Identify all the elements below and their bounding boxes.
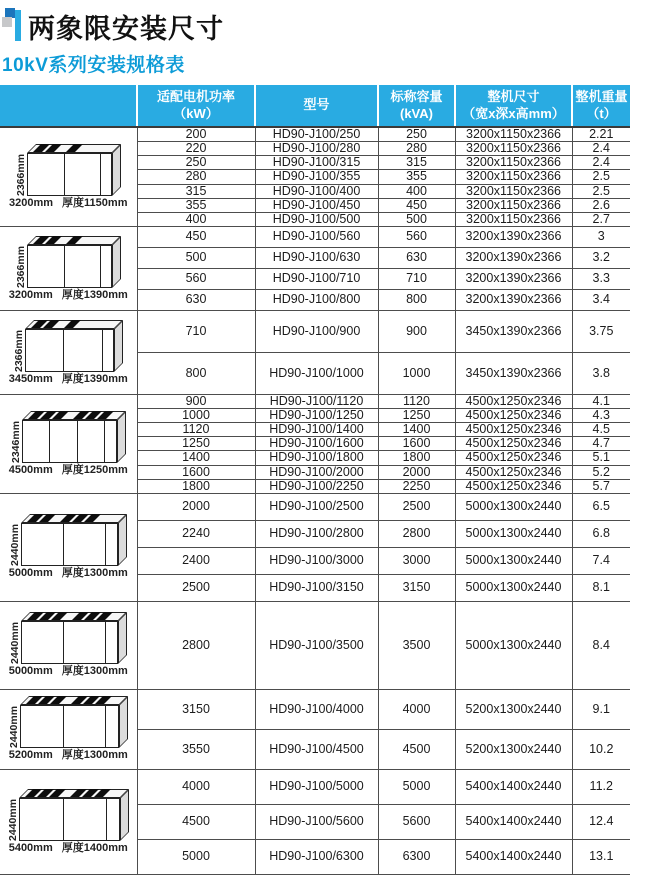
- cell-dimensions: 3200x1150x2366: [455, 212, 572, 226]
- cabinet-section: [50, 421, 77, 462]
- cabinet-side-face: [118, 514, 127, 566]
- cabinet-width-label: 3450mm: [8, 372, 53, 385]
- cell-weight: 4.7: [572, 437, 630, 451]
- cabinet-diagram: [0, 236, 137, 302]
- cell-capacity: 710: [378, 268, 455, 289]
- cell-weight: 5.1: [572, 451, 630, 465]
- cabinet-top-face: [21, 514, 127, 523]
- cell-model: HD90-J100/1000: [255, 352, 378, 394]
- cell-model: HD90-J100/500: [255, 212, 378, 226]
- cabinet-diagram-cell: [0, 769, 137, 874]
- cabinet-front-face: [20, 705, 119, 748]
- cell-model: HD90-J100/1120: [255, 394, 378, 408]
- cell-motor-power: 250: [137, 156, 255, 170]
- cabinet-diagram: [0, 789, 137, 855]
- cabinet-side-face: [112, 144, 121, 196]
- cell-dimensions: 3200x1150x2366: [455, 142, 572, 156]
- cabinet-depth-label: 厚度1300mm: [61, 567, 128, 580]
- cabinet-drawing: [27, 236, 121, 288]
- cabinet-front-face: [21, 523, 118, 566]
- cabinet-vent-block: [66, 236, 83, 244]
- cell-model: HD90-J100/2000: [255, 465, 378, 479]
- header-capacity: 标称容量 (kVA): [378, 85, 455, 127]
- cabinet-depth-label: 厚度1400mm: [61, 841, 128, 854]
- cabinet-section: [28, 246, 65, 287]
- cabinet-diagram: [0, 514, 137, 580]
- cell-motor-power: 4500: [137, 804, 255, 839]
- cell-motor-power: 2240: [137, 520, 255, 547]
- cabinet-top-face: [20, 696, 128, 705]
- cell-motor-power: 280: [137, 170, 255, 184]
- cell-capacity: 6300: [378, 839, 455, 874]
- cabinet-section: [106, 622, 117, 663]
- cabinet-drawing: [21, 514, 127, 566]
- cell-weight: 9.1: [572, 689, 630, 729]
- cabinet-section: [23, 421, 50, 462]
- cell-motor-power: 560: [137, 268, 255, 289]
- cell-capacity: 900: [378, 310, 455, 352]
- title-block: [0, 6, 649, 44]
- cell-dimensions: 3200x1390x2366: [455, 289, 572, 310]
- table-row: [0, 769, 630, 804]
- cabinet-front-face: [19, 798, 120, 841]
- cell-model: HD90-J100/280: [255, 142, 378, 156]
- cell-model: HD90-J100/6300: [255, 839, 378, 874]
- cell-capacity: 3000: [378, 547, 455, 574]
- cell-dimensions: 5400x1400x2440: [455, 804, 572, 839]
- cabinet-section: [106, 524, 117, 565]
- cell-model: HD90-J100/630: [255, 247, 378, 268]
- cell-weight: 2.4: [572, 142, 630, 156]
- cell-dimensions: 3200x1150x2366: [455, 198, 572, 212]
- cabinet-side-face: [119, 696, 128, 748]
- cabinet-diagram-cell: [0, 394, 137, 493]
- cell-motor-power: 900: [137, 394, 255, 408]
- cell-model: HD90-J100/800: [255, 289, 378, 310]
- cell-dimensions: 4500x1250x2346: [455, 437, 572, 451]
- cell-weight: 3.75: [572, 310, 630, 352]
- header-diagram-spacer: [0, 85, 137, 127]
- cell-capacity: 500: [378, 212, 455, 226]
- cell-motor-power: 1400: [137, 451, 255, 465]
- cabinet-height-label: 2440mm: [8, 622, 21, 665]
- table-row: [0, 310, 630, 352]
- cell-model: HD90-J100/900: [255, 310, 378, 352]
- cell-weight: 8.1: [572, 574, 630, 601]
- cell-weight: 4.3: [572, 409, 630, 423]
- cabinet-section: [101, 246, 111, 287]
- cabinet-height-label: 2366mm: [14, 154, 27, 197]
- cabinet-side-face: [112, 236, 121, 288]
- cell-model: HD90-J100/3150: [255, 574, 378, 601]
- cabinet-section: [20, 799, 64, 840]
- cabinet-section: [28, 154, 65, 195]
- cell-model: HD90-J100/450: [255, 198, 378, 212]
- cabinet-drawing: [19, 789, 129, 841]
- cabinet-section: [26, 330, 64, 371]
- cell-motor-power: 1120: [137, 423, 255, 437]
- cell-weight: 2.6: [572, 198, 630, 212]
- cabinet-side-face: [118, 612, 127, 664]
- cell-model: HD90-J100/315: [255, 156, 378, 170]
- cell-dimensions: 5000x1300x2440: [455, 493, 572, 520]
- table-row: [0, 493, 630, 520]
- cabinet-top-face: [27, 144, 121, 153]
- cabinet-front-face: [27, 153, 112, 196]
- cabinet-front-face: [25, 329, 114, 372]
- cell-capacity: 2500: [378, 493, 455, 520]
- cabinet-diagram: [0, 696, 137, 762]
- cell-motor-power: 400: [137, 212, 255, 226]
- cell-model: HD90-J100/1250: [255, 409, 378, 423]
- cabinet-width-label: 5000mm: [8, 567, 53, 580]
- cell-dimensions: 5400x1400x2440: [455, 839, 572, 874]
- cell-dimensions: 4500x1250x2346: [455, 465, 572, 479]
- cell-motor-power: 1800: [137, 479, 255, 493]
- cabinet-width-label: 4500mm: [8, 464, 53, 477]
- cell-model: HD90-J100/355: [255, 170, 378, 184]
- cell-capacity: 2000: [378, 465, 455, 479]
- cabinet-section: [22, 622, 64, 663]
- cell-dimensions: 5000x1300x2440: [455, 547, 572, 574]
- cabinet-width-label: 5200mm: [8, 749, 53, 762]
- table-row: [0, 689, 630, 729]
- cabinet-side-face: [120, 789, 129, 841]
- cabinet-section: [22, 524, 64, 565]
- cabinet-front-face: [27, 245, 112, 288]
- cell-capacity: 450: [378, 198, 455, 212]
- cabinet-top-face: [27, 236, 121, 245]
- cabinet-top-face: [21, 612, 127, 621]
- cell-dimensions: 3450x1390x2366: [455, 310, 572, 352]
- cabinet-height-label: 2440mm: [6, 798, 19, 841]
- cabinet-section: [65, 246, 102, 287]
- header-weight: 整机重量 （t）: [572, 85, 630, 127]
- cabinet-drawing: [25, 320, 123, 372]
- cell-weight: 5.7: [572, 479, 630, 493]
- cell-weight: 3: [572, 226, 630, 247]
- cell-dimensions: 4500x1250x2346: [455, 451, 572, 465]
- cell-motor-power: 2500: [137, 574, 255, 601]
- cabinet-section: [21, 706, 64, 747]
- cabinet-vent-block: [64, 320, 81, 328]
- cell-model: HD90-J100/710: [255, 268, 378, 289]
- cabinet-diagram: [0, 320, 137, 386]
- cell-capacity: 1250: [378, 409, 455, 423]
- cabinet-drawing: [21, 612, 127, 664]
- cell-dimensions: 5200x1300x2440: [455, 689, 572, 729]
- cabinet-depth-label: 厚度1150mm: [62, 197, 128, 210]
- cell-model: HD90-J100/250: [255, 127, 378, 142]
- cabinet-height-label: 2346mm: [9, 421, 22, 464]
- cell-weight: 4.1: [572, 394, 630, 408]
- cell-weight: 2.5: [572, 184, 630, 198]
- cell-weight: 11.2: [572, 769, 630, 804]
- cell-motor-power: 710: [137, 310, 255, 352]
- cabinet-diagram: [0, 612, 137, 678]
- cell-model: HD90-J100/2250: [255, 479, 378, 493]
- cabinet-section: [65, 154, 102, 195]
- cell-weight: 6.5: [572, 493, 630, 520]
- table-row: [0, 127, 630, 142]
- cell-motor-power: 355: [137, 198, 255, 212]
- cell-capacity: 2800: [378, 520, 455, 547]
- cell-motor-power: 800: [137, 352, 255, 394]
- cell-model: HD90-J100/3500: [255, 601, 378, 689]
- cabinet-section: [64, 524, 106, 565]
- cabinet-section: [64, 622, 106, 663]
- cell-motor-power: 1000: [137, 409, 255, 423]
- cell-weight: 13.1: [572, 839, 630, 874]
- cell-dimensions: 3200x1150x2366: [455, 170, 572, 184]
- cabinet-diagram-cell: [0, 601, 137, 689]
- cell-capacity: 2250: [378, 479, 455, 493]
- cell-dimensions: 3200x1390x2366: [455, 247, 572, 268]
- cell-motor-power: 1600: [137, 465, 255, 479]
- cell-dimensions: 3450x1390x2366: [455, 352, 572, 394]
- spec-table: [0, 85, 630, 875]
- cell-dimensions: 4500x1250x2346: [455, 409, 572, 423]
- cell-capacity: 1800: [378, 451, 455, 465]
- cell-capacity: 355: [378, 170, 455, 184]
- cell-model: HD90-J100/4000: [255, 689, 378, 729]
- cabinet-vent-block: [66, 144, 83, 152]
- cell-motor-power: 5000: [137, 839, 255, 874]
- cell-motor-power: 2800: [137, 601, 255, 689]
- cell-weight: 10.2: [572, 729, 630, 769]
- cell-dimensions: 4500x1250x2346: [455, 423, 572, 437]
- cell-motor-power: 4000: [137, 769, 255, 804]
- cell-model: HD90-J100/4500: [255, 729, 378, 769]
- page-subtitle: 10kV系列安装规格表: [2, 55, 185, 76]
- cell-dimensions: 3200x1150x2366: [455, 127, 572, 142]
- cell-capacity: 5600: [378, 804, 455, 839]
- cell-motor-power: 200: [137, 127, 255, 142]
- cell-model: HD90-J100/2500: [255, 493, 378, 520]
- cell-weight: 2.4: [572, 156, 630, 170]
- cell-dimensions: 3200x1150x2366: [455, 156, 572, 170]
- cell-weight: 4.5: [572, 423, 630, 437]
- table-row: [0, 394, 630, 408]
- page-title: 两象限安装尺寸: [28, 14, 224, 44]
- cabinet-section: [106, 706, 118, 747]
- cell-weight: 3.4: [572, 289, 630, 310]
- cell-weight: 8.4: [572, 601, 630, 689]
- header-dimensions: 整机尺寸 （宽x深x高mm）: [455, 85, 572, 127]
- cell-model: HD90-J100/400: [255, 184, 378, 198]
- cell-model: HD90-J100/2800: [255, 520, 378, 547]
- cabinet-section: [101, 154, 111, 195]
- cell-capacity: 1600: [378, 437, 455, 451]
- cabinet-section: [64, 330, 102, 371]
- cell-capacity: 400: [378, 184, 455, 198]
- cell-capacity: 5000: [378, 769, 455, 804]
- cell-capacity: 630: [378, 247, 455, 268]
- cell-capacity: 3500: [378, 601, 455, 689]
- cabinet-height-label: 2366mm: [14, 245, 27, 288]
- cell-model: HD90-J100/1800: [255, 451, 378, 465]
- cabinet-depth-label: 厚度1300mm: [61, 749, 128, 762]
- cabinet-section: [107, 799, 119, 840]
- cell-dimensions: 5000x1300x2440: [455, 574, 572, 601]
- cell-weight: 2.21: [572, 127, 630, 142]
- cell-motor-power: 3550: [137, 729, 255, 769]
- cabinet-width-label: 5000mm: [8, 665, 53, 678]
- cabinet-section: [64, 799, 108, 840]
- cell-weight: 3.8: [572, 352, 630, 394]
- title-bullet-icon: [2, 8, 24, 42]
- cell-motor-power: 2400: [137, 547, 255, 574]
- cell-capacity: 1120: [378, 394, 455, 408]
- table-row: [0, 601, 630, 689]
- cell-dimensions: 5200x1300x2440: [455, 729, 572, 769]
- cabinet-diagram-cell: [0, 689, 137, 769]
- header-model: 型号: [255, 85, 378, 127]
- table-header-row: [0, 85, 630, 127]
- cell-model: HD90-J100/3000: [255, 547, 378, 574]
- cabinet-drawing: [20, 696, 128, 748]
- cabinet-width-label: 3200mm: [8, 288, 53, 301]
- cabinet-depth-label: 厚度1390mm: [61, 288, 128, 301]
- cabinet-section: [103, 330, 113, 371]
- cell-motor-power: 1250: [137, 437, 255, 451]
- cabinet-section: [64, 706, 107, 747]
- cabinet-diagram-cell: [0, 127, 137, 226]
- cabinet-front-face: [22, 420, 117, 463]
- cell-motor-power: 315: [137, 184, 255, 198]
- cabinet-section: [105, 421, 116, 462]
- cell-weight: 5.2: [572, 465, 630, 479]
- cabinet-depth-label: 厚度1300mm: [61, 665, 128, 678]
- cabinet-diagram-cell: [0, 493, 137, 601]
- cabinet-width-label: 3200mm: [9, 197, 54, 210]
- cell-model: HD90-J100/5600: [255, 804, 378, 839]
- cell-weight: 6.8: [572, 520, 630, 547]
- cabinet-height-label: 2440mm: [8, 524, 21, 567]
- cell-dimensions: 5000x1300x2440: [455, 520, 572, 547]
- cell-weight: 2.7: [572, 212, 630, 226]
- cell-weight: 3.2: [572, 247, 630, 268]
- cabinet-side-face: [117, 411, 126, 463]
- cabinet-diagram-cell: [0, 226, 137, 310]
- cell-capacity: 250: [378, 127, 455, 142]
- cabinet-height-label: 2366mm: [12, 329, 25, 372]
- cabinet-depth-label: 厚度1390mm: [61, 372, 128, 385]
- cell-capacity: 560: [378, 226, 455, 247]
- cell-dimensions: 4500x1250x2346: [455, 394, 572, 408]
- cell-capacity: 315: [378, 156, 455, 170]
- cabinet-top-face: [22, 411, 126, 420]
- cell-capacity: 4000: [378, 689, 455, 729]
- cabinet-side-face: [114, 320, 123, 372]
- cell-dimensions: 3200x1150x2366: [455, 184, 572, 198]
- cell-model: HD90-J100/560: [255, 226, 378, 247]
- cell-weight: 7.4: [572, 547, 630, 574]
- cabinet-top-face: [19, 789, 129, 798]
- cell-capacity: 1400: [378, 423, 455, 437]
- cell-model: HD90-J100/5000: [255, 769, 378, 804]
- cell-capacity: 800: [378, 289, 455, 310]
- cabinet-section: [78, 421, 105, 462]
- cell-capacity: 3150: [378, 574, 455, 601]
- cell-capacity: 4500: [378, 729, 455, 769]
- cell-dimensions: 3200x1390x2366: [455, 226, 572, 247]
- cell-capacity: 1000: [378, 352, 455, 394]
- cell-weight: 3.3: [572, 268, 630, 289]
- cell-dimensions: 3200x1390x2366: [455, 268, 572, 289]
- cell-motor-power: 220: [137, 142, 255, 156]
- cabinet-depth-label: 厚度1250mm: [61, 464, 128, 477]
- cabinet-top-face: [25, 320, 123, 329]
- cabinet-drawing: [22, 411, 126, 463]
- cell-motor-power: 500: [137, 247, 255, 268]
- cabinet-width-label: 5400mm: [8, 841, 53, 854]
- cell-motor-power: 3150: [137, 689, 255, 729]
- cabinet-diagram-cell: [0, 310, 137, 394]
- cabinet-diagram: [0, 144, 137, 210]
- spec-table-body: [0, 127, 630, 874]
- cell-weight: 2.5: [572, 170, 630, 184]
- cabinet-height-label: 2440mm: [7, 706, 20, 749]
- cell-dimensions: 5000x1300x2440: [455, 601, 572, 689]
- cell-dimensions: 5400x1400x2440: [455, 769, 572, 804]
- cell-motor-power: 2000: [137, 493, 255, 520]
- table-row: [0, 226, 630, 247]
- cabinet-drawing: [27, 144, 121, 196]
- cabinet-front-face: [21, 621, 118, 664]
- cell-model: HD90-J100/1600: [255, 437, 378, 451]
- cell-model: HD90-J100/1400: [255, 423, 378, 437]
- cell-weight: 12.4: [572, 804, 630, 839]
- header-motor-power: 适配电机功率（kW）: [137, 85, 255, 127]
- cabinet-diagram: [0, 411, 137, 477]
- cell-dimensions: 4500x1250x2346: [455, 479, 572, 493]
- cell-motor-power: 630: [137, 289, 255, 310]
- cell-capacity: 280: [378, 142, 455, 156]
- cell-motor-power: 450: [137, 226, 255, 247]
